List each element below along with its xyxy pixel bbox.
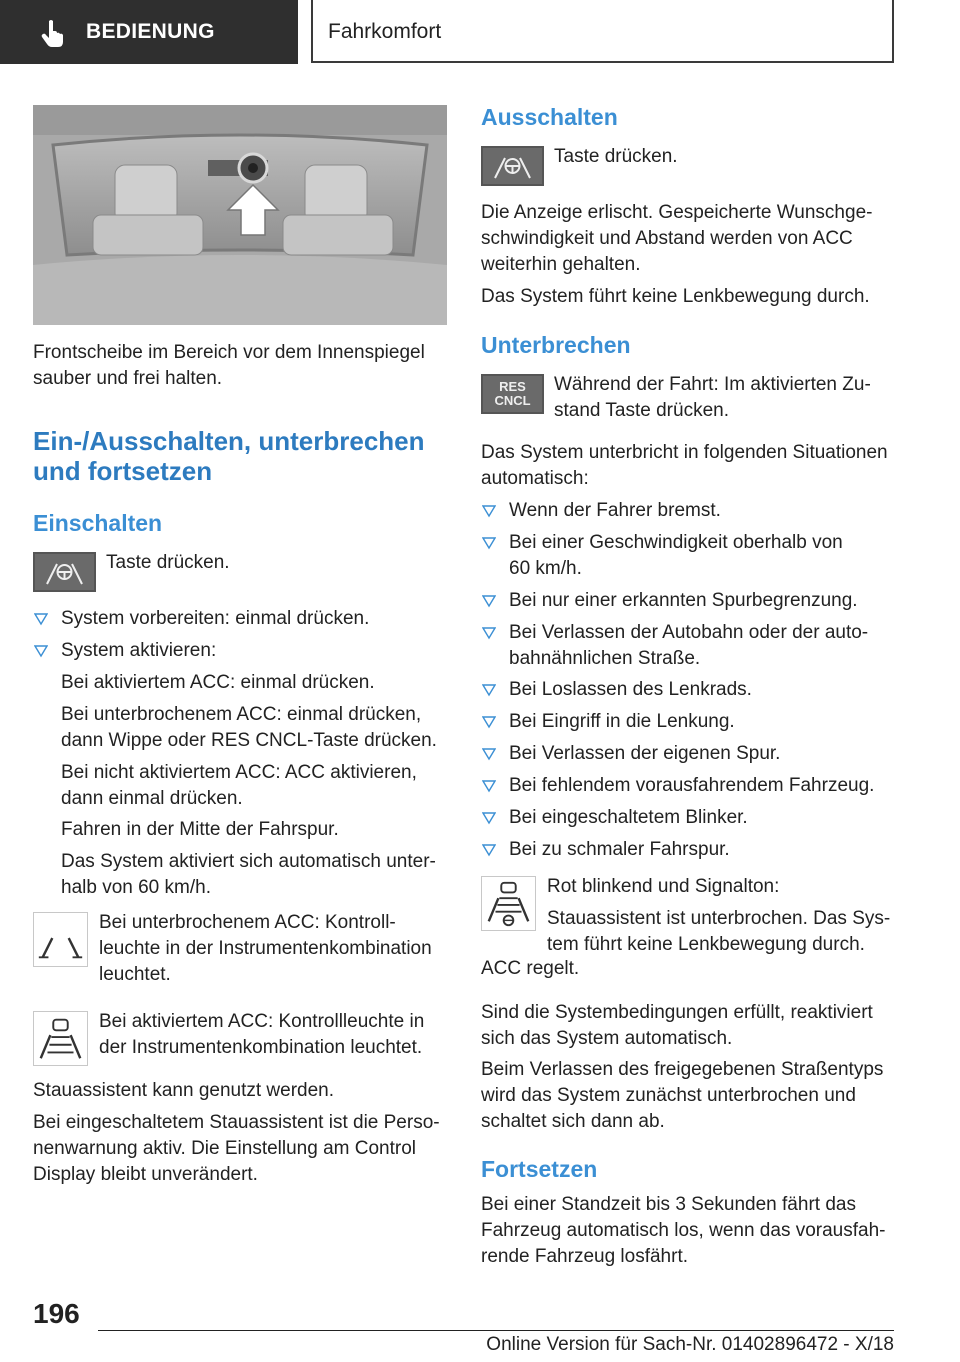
lane-indicator-interrupted-icon xyxy=(481,876,536,931)
paragraph: wird das System zunächst unterbrochen und xyxy=(481,1085,856,1106)
bullet-triangle-icon xyxy=(34,644,48,658)
list-subitem: Bei nicht aktiviertem ACC: ACC aktivieren, xyxy=(61,762,417,783)
list-item: Bei eingeschaltetem Blinker. xyxy=(509,807,748,828)
bullet-triangle-icon xyxy=(482,536,496,550)
indicator-text: Bei aktiviertem ACC: Kontrollleuchte in xyxy=(99,1011,425,1032)
list-item: Bei zu schmaler Fahrspur. xyxy=(509,839,730,860)
list-subitem: Das System aktiviert sich automatisch unter- xyxy=(61,851,436,872)
list-subitem: halb von 60 km/h. xyxy=(61,877,211,898)
paragraph: Das System unterbricht in folgenden Situationen xyxy=(481,442,888,463)
list-subitem: dann einmal drücken. xyxy=(61,788,243,809)
instruction-text: Taste drücken. xyxy=(106,552,230,573)
list-item: System vorbereiten: einmal drücken. xyxy=(61,608,370,629)
page-number: 196 xyxy=(33,1298,80,1329)
section-heading: und fortsetzen xyxy=(33,456,213,486)
paragraph: Fahrzeug automatisch los, wenn das vorausfah- xyxy=(481,1220,886,1241)
list-item: Bei einer Geschwindigkeit oberhalb von xyxy=(509,532,843,553)
res-cncl-button-icon xyxy=(481,374,544,414)
list-subitem: Bei unterbrochenem ACC: einmal drücken, xyxy=(61,704,422,725)
paragraph: Die Anzeige erlischt. Gespeicherte Wunschge- xyxy=(481,202,873,223)
indicator-text: der Instrumentenkombination leuchtet. xyxy=(99,1037,423,1058)
paragraph: automatisch: xyxy=(481,468,589,489)
subheading-ausschalten: Ausschalten xyxy=(481,104,618,130)
indicator-text: Bei unterbrochenem ACC: Kontroll- xyxy=(99,912,396,933)
indicator-text: tem führt keine Lenkbewegung durch. xyxy=(547,934,865,955)
paragraph: Bei einer Standzeit bis 3 Sekunden fährt das xyxy=(481,1194,856,1215)
paragraph: schwindigkeit und Abstand werden von ACC xyxy=(481,228,853,249)
chapter-tab xyxy=(311,0,894,63)
photo-caption: sauber und frei halten. xyxy=(33,368,223,389)
paragraph: sich das System automatisch. xyxy=(481,1028,733,1049)
list-item: Bei nur einer erkannten Spurbegrenzung. xyxy=(509,590,858,611)
subheading-einschalten: Einschalten xyxy=(33,510,163,536)
bullet-triangle-icon xyxy=(482,594,496,608)
paragraph: Display bleibt unverändert. xyxy=(33,1164,258,1185)
bullet-triangle-icon xyxy=(482,747,496,761)
list-item: Bei Verlassen der eigenen Spur. xyxy=(509,743,781,764)
paragraph: schaltet sich dann ab. xyxy=(481,1111,665,1132)
indicator-text: Rot blinkend und Signalton: xyxy=(547,876,780,897)
bullet-triangle-icon xyxy=(482,626,496,640)
list-item: System aktivieren: xyxy=(61,640,217,661)
indicator-text: leuchte in der Instrumentenkombination xyxy=(99,938,432,959)
instruction-text: stand Taste drücken. xyxy=(554,400,729,421)
list-subitem: Fahren in der Mitte der Fahrspur. xyxy=(61,819,339,840)
bullet-triangle-icon xyxy=(482,504,496,518)
lane-indicator-active-icon xyxy=(33,1011,88,1066)
subheading-fortsetzen: Fortsetzen xyxy=(481,1156,598,1182)
cncl-label: CNCL xyxy=(494,393,531,408)
paragraph: Das System führt keine Lenkbewegung durch. xyxy=(481,286,870,307)
res-label: RES xyxy=(499,379,526,394)
paragraph: Beim Verlassen des freigegebenen Straßentyps xyxy=(481,1059,884,1080)
list-item: Wenn der Fahrer bremst. xyxy=(509,500,721,521)
paragraph: Stauassistent kann genutzt werden. xyxy=(33,1080,335,1101)
list-subitem: Bei aktiviertem ACC: einmal drücken. xyxy=(61,672,375,693)
section-title: BEDIENUNG xyxy=(86,20,215,43)
list-item: 60 km/h. xyxy=(509,558,582,579)
bullet-triangle-icon xyxy=(482,715,496,729)
steering-assist-button-icon xyxy=(33,552,96,592)
section-heading: Ein-/Ausschalten, unterbrechen xyxy=(33,426,425,456)
paragraph: weiterhin gehalten. xyxy=(481,254,641,275)
list-item: Bei fehlendem vorausfahrendem Fahrzeug. xyxy=(509,775,875,796)
bullet-triangle-icon xyxy=(482,683,496,697)
list-item: bahnähnlichen Straße. xyxy=(509,648,701,669)
bullet-triangle-icon xyxy=(482,811,496,825)
paragraph: Bei eingeschaltetem Stauassistent ist die Perso- xyxy=(33,1112,440,1133)
bullet-triangle-icon xyxy=(34,612,48,626)
indicator-text: Stauassistent ist unterbrochen. Das Sys- xyxy=(547,908,891,929)
subheading-unterbrechen: Unterbrechen xyxy=(481,332,631,358)
paragraph: nenwarnung aktiv. Die Einstellung am Control xyxy=(33,1138,417,1159)
bullet-triangle-icon xyxy=(482,843,496,857)
section-tab xyxy=(0,0,298,64)
instruction-text: Während der Fahrt: Im aktivierten Zu- xyxy=(554,374,871,395)
paragraph: rende Fahrzeug losfährt. xyxy=(481,1246,689,1267)
footer-text: Online Version für Sach-Nr. 01402896472 - X/18 xyxy=(486,1334,894,1355)
bullet-triangle-icon xyxy=(482,779,496,793)
instruction-text: Taste drücken. xyxy=(554,146,678,167)
footer-divider xyxy=(98,1330,894,1331)
chapter-title: Fahrkomfort xyxy=(328,20,442,43)
list-item: Bei Loslassen des Lenkrads. xyxy=(509,679,752,700)
paragraph: Sind die Systembedingungen erfüllt, reaktiviert xyxy=(481,1002,873,1023)
hand-pointer-icon xyxy=(40,19,66,47)
indicator-text: leuchtet. xyxy=(99,964,171,985)
list-subitem: dann Wippe oder RES CNCL-Taste drücken. xyxy=(61,730,437,751)
list-item: Bei Eingriff in die Lenkung. xyxy=(509,711,735,732)
steering-assist-button-icon xyxy=(481,146,544,186)
lane-indicator-inactive-icon xyxy=(33,912,88,967)
list-item: Bei Verlassen der Autobahn oder der auto- xyxy=(509,622,869,643)
photo-caption: Frontscheibe im Bereich vor dem Innenspiegel xyxy=(33,342,425,363)
windshield-mirror-photo xyxy=(33,105,447,325)
indicator-text: ACC regelt. xyxy=(481,958,580,979)
